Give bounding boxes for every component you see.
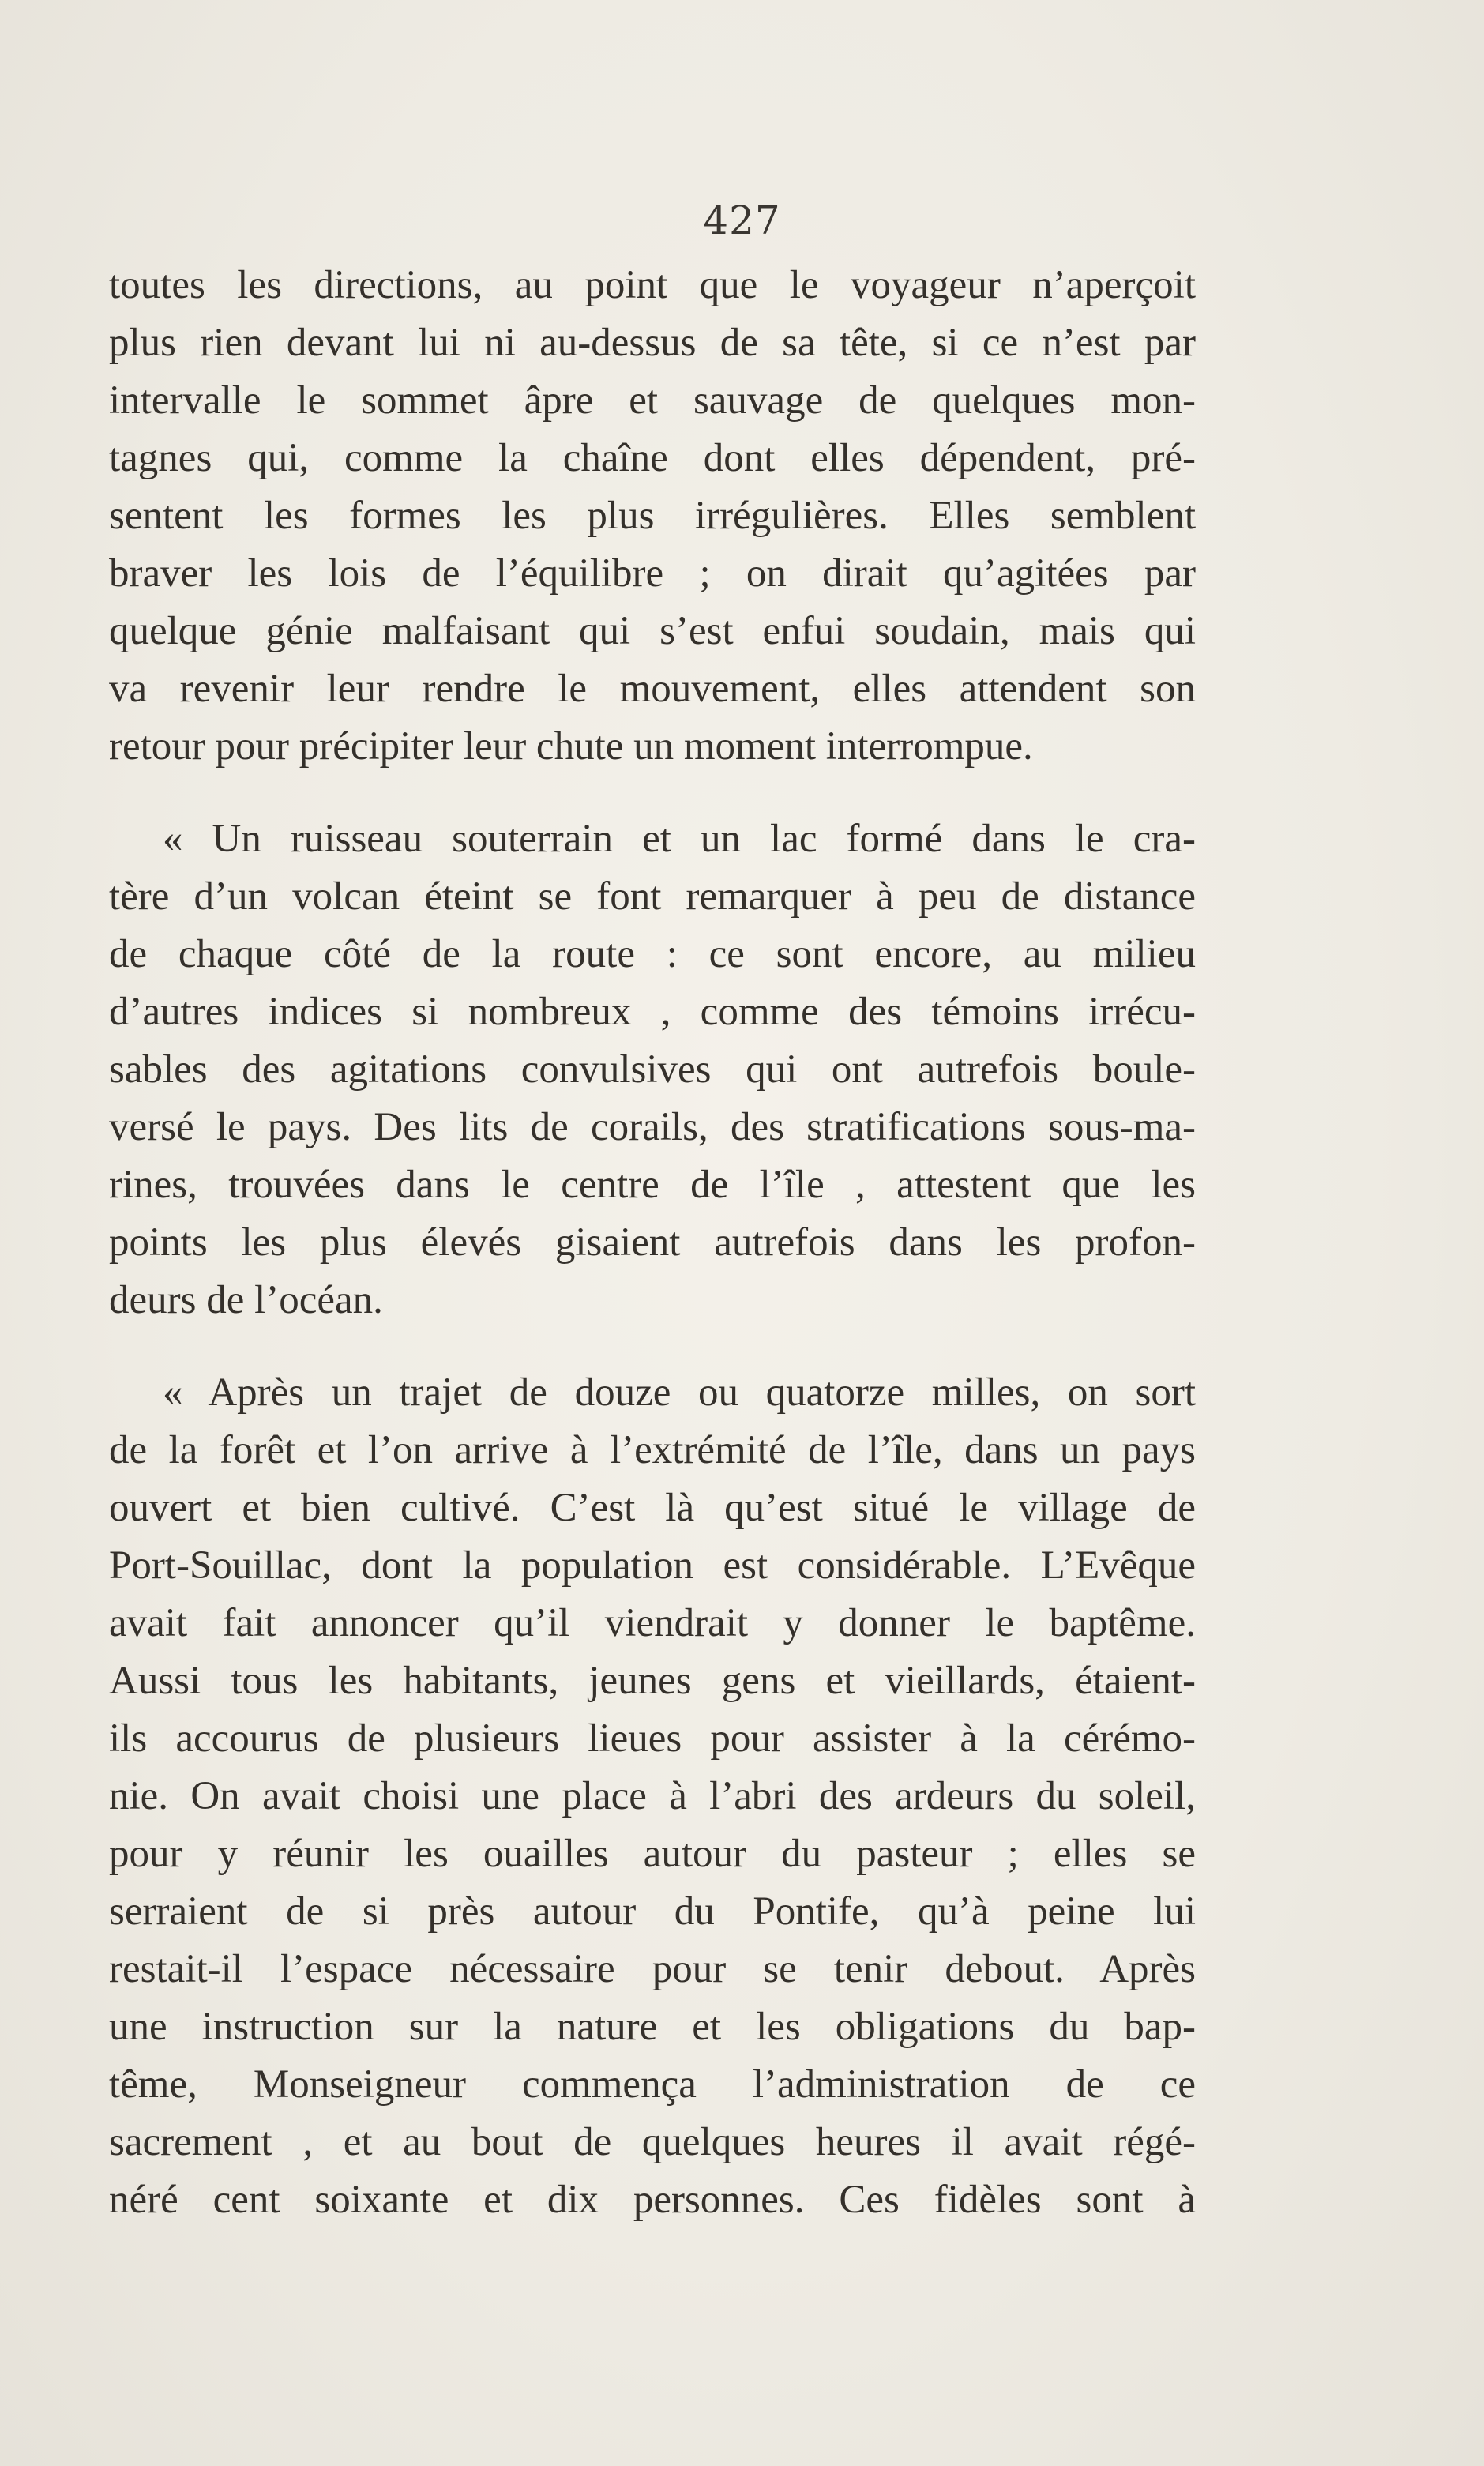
paragraph — [109, 257, 1196, 776]
text-line: sacrement , et au bout de quelques heures il avait régé- — [109, 2120, 1196, 2164]
paragraph — [109, 1364, 1196, 2229]
text-line: « Un ruisseau souterrain et un lac formé dans le cra- — [163, 817, 1196, 861]
text-line: « Après un trajet de douze ou quatorze milles, on sort — [163, 1370, 1196, 1415]
text-line: de la forêt et l’on arrive à l’extrémité de l’île, dans un pays — [109, 1428, 1196, 1472]
text-line: tagnes qui, comme la chaîne dont elles dépendent, pré- — [109, 436, 1196, 480]
text-line: retour pour précipiter leur chute un moment interrompue. — [109, 724, 1033, 769]
text-line: néré cent soixante et dix personnes. Ces fidèles sont à — [109, 2178, 1196, 2222]
text-line: ouvert et bien cultivé. C’est là qu’est situé le village de — [109, 1486, 1196, 1530]
body-text — [109, 257, 1196, 2229]
text-line: sables des agitations convulsives qui ont autrefois boule- — [109, 1047, 1196, 1092]
text-line: va revenir leur rendre le mouvement, elles attendent son — [109, 667, 1196, 711]
text-line: deurs de l’océan. — [109, 1278, 383, 1322]
paragraph — [109, 810, 1196, 1329]
text-line: nie. On avait choisi une place à l’abri des ardeurs du soleil, — [109, 1774, 1196, 1818]
text-line: une instruction sur la nature et les obligations du bap- — [109, 2005, 1196, 2049]
text-line: Port-Souillac, dont la population est considérable. L’Evêque — [109, 1543, 1196, 1588]
text-line: rines, trouvées dans le centre de l’île , attestent que les — [109, 1163, 1196, 1207]
text-line: sentent les formes les plus irrégulières. Elles semblent — [109, 494, 1196, 538]
text-line: tême, Monseigneur commença l’administration de ce — [109, 2062, 1196, 2107]
text-line: points les plus élevés gisaient autrefois dans les profon- — [109, 1220, 1196, 1265]
text-line: d’autres indices si nombreux , comme des témoins irrécu- — [109, 990, 1196, 1034]
text-line: pour y réunir les ouailles autour du pasteur ; elles se — [109, 1832, 1196, 1876]
text-line: tère d’un volcan éteint se font remarquer à peu de distance — [109, 874, 1196, 919]
text-line: toutes les directions, au point que le voyageur n’aperçoit — [109, 263, 1196, 307]
text-line: versé le pays. Des lits de corails, des stratifications sous-ma- — [109, 1105, 1196, 1149]
text-line: quelque génie malfaisant qui s’est enfui soudain, mais qui — [109, 609, 1196, 653]
text-line: plus rien devant lui ni au-dessus de sa tête, si ce n’est par — [109, 321, 1196, 365]
text-line: avait fait annoncer qu’il viendrait y donner le baptême. — [109, 1601, 1196, 1645]
text-line: restait-il l’espace nécessaire pour se tenir debout. Après — [109, 1947, 1196, 1991]
text-line: serraient de si près autour du Pontife, qu’à peine lui — [109, 1889, 1196, 1934]
text-line: Aussi tous les habitants, jeunes gens et vieillards, étaient- — [109, 1659, 1196, 1703]
text-line: de chaque côté de la route : ce sont encore, au milieu — [109, 932, 1196, 976]
text-line: intervalle le sommet âpre et sauvage de quelques mon- — [109, 378, 1196, 423]
text-line: ils accourus de plusieurs lieues pour assister à la cérémo- — [109, 1716, 1196, 1761]
page-number: 427 — [703, 197, 781, 243]
text-line: braver les lois de l’équilibre ; on dirait qu’agitées par — [109, 551, 1196, 596]
